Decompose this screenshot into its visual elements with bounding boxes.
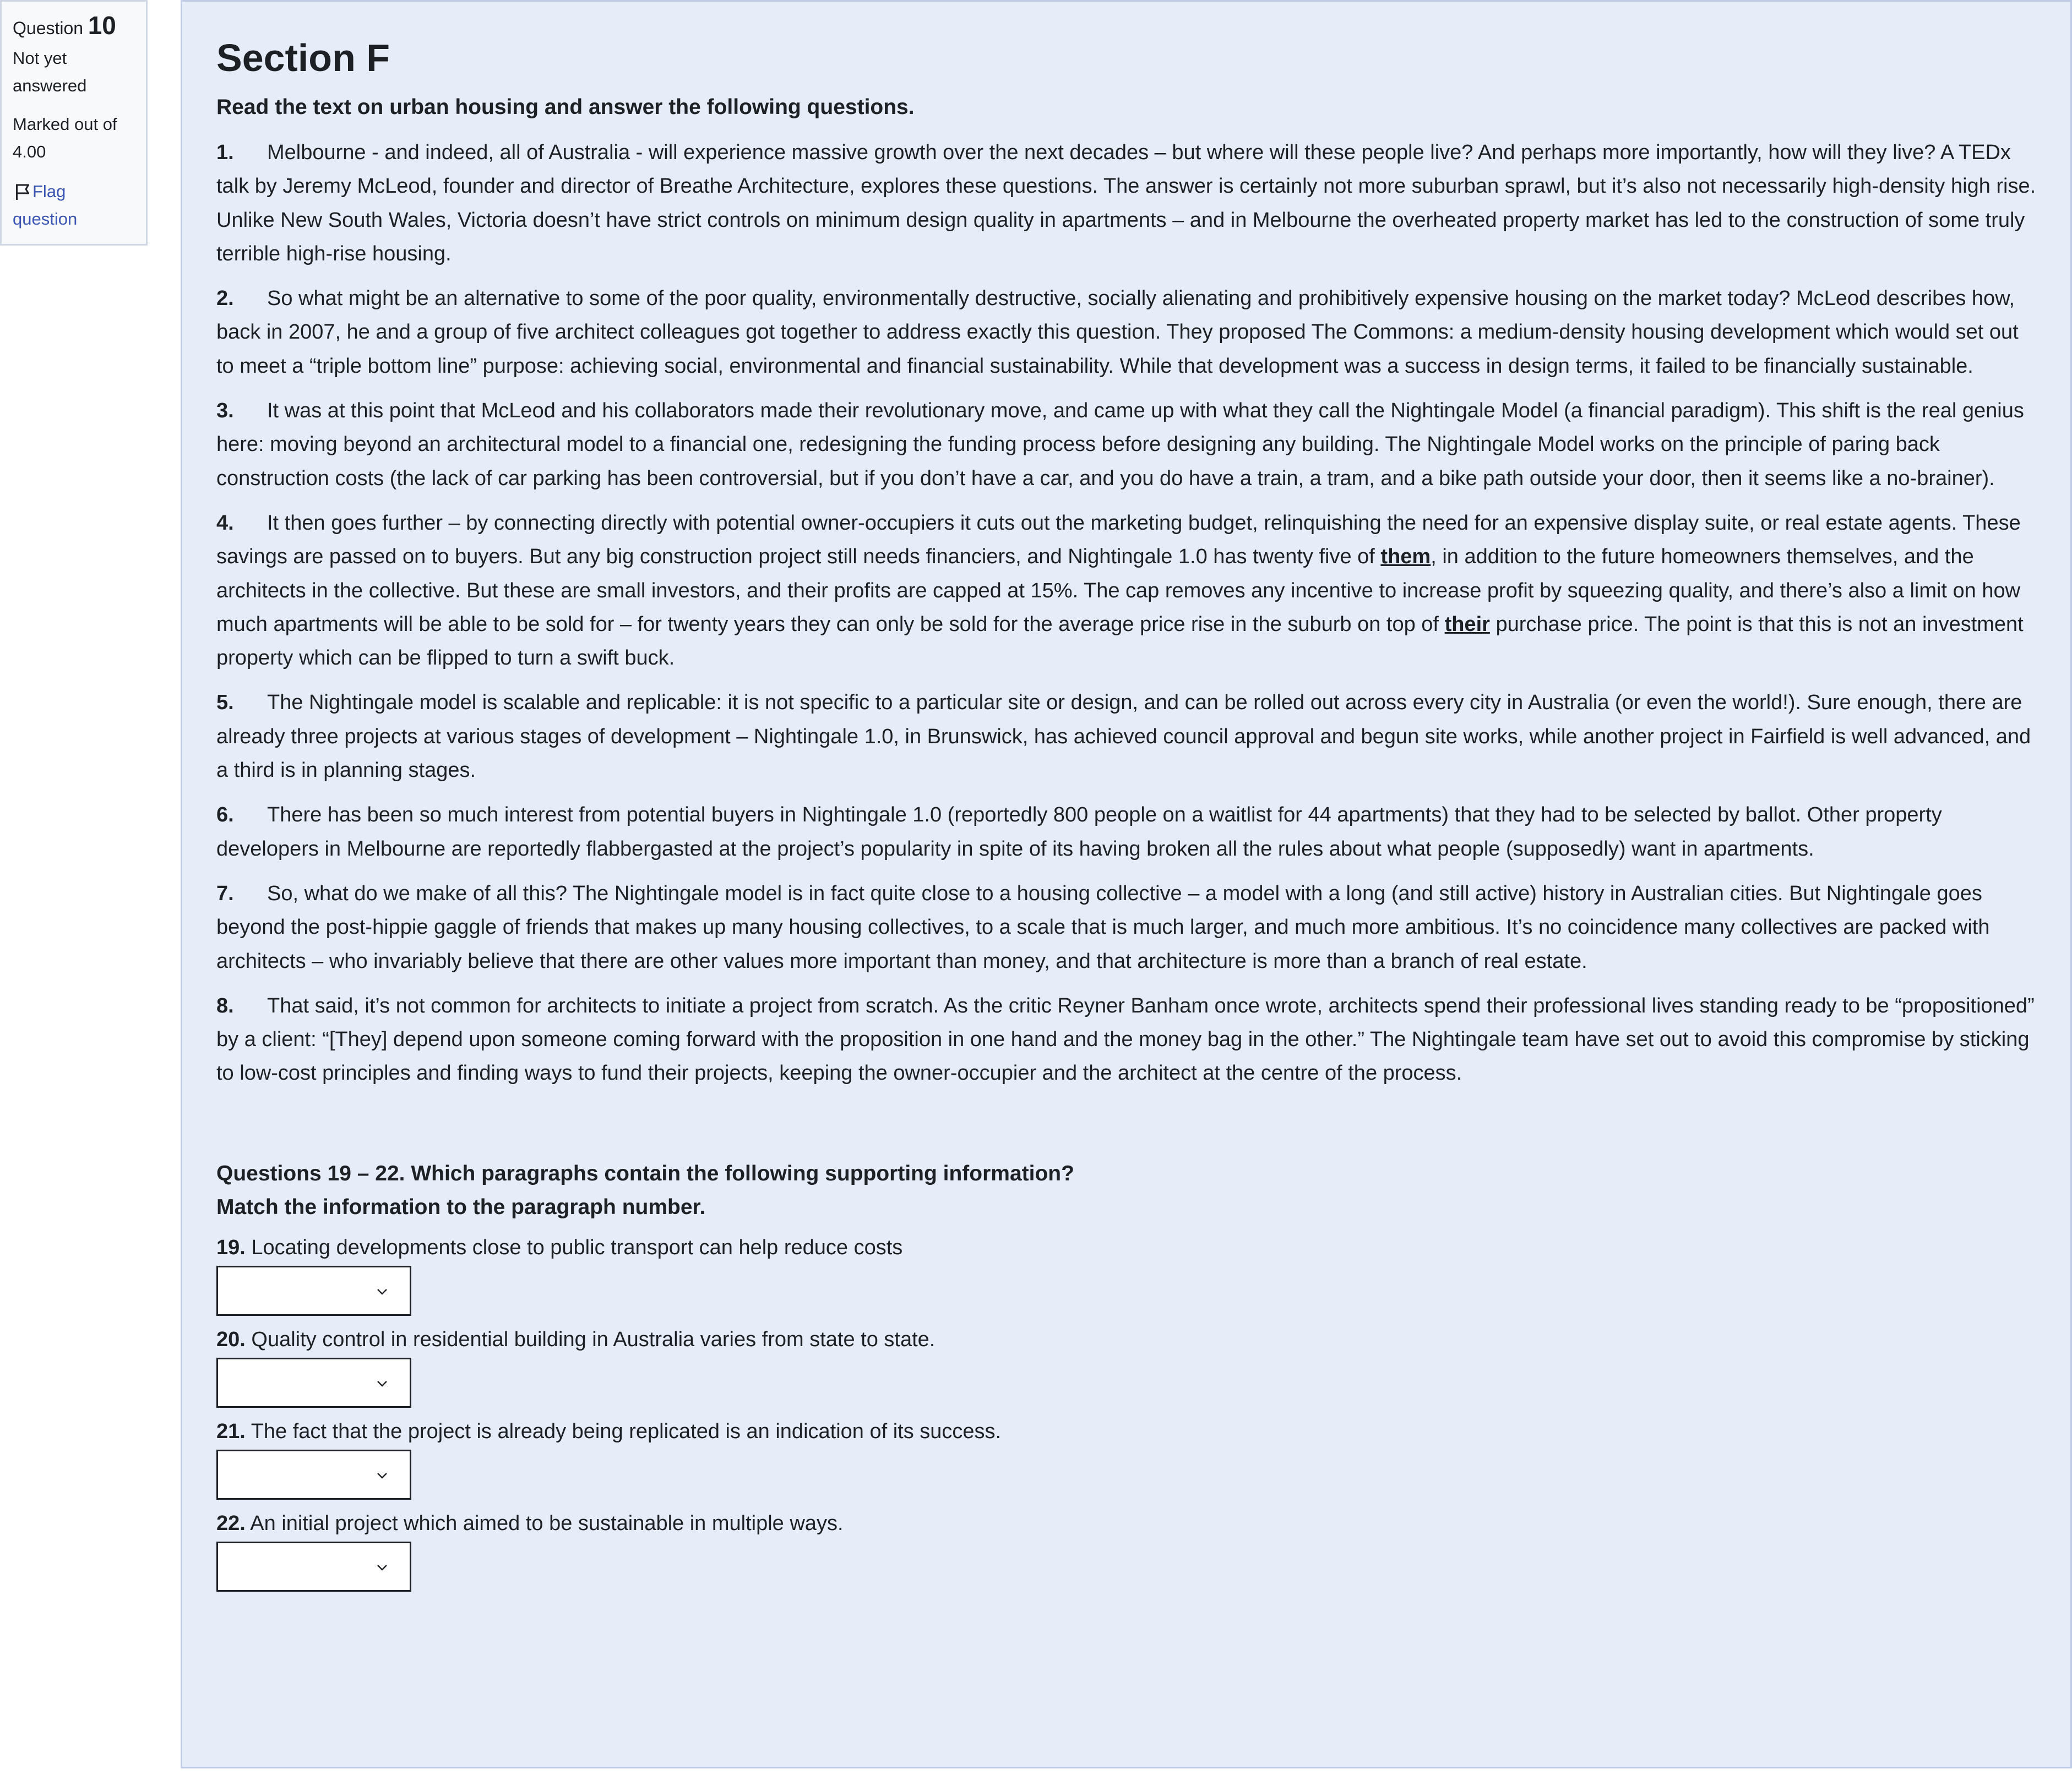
state-line-2: answered [13, 76, 87, 95]
question-21 [216, 1416, 2040, 1500]
question-text: Quality control in residential building in Australia varies from state to state. [245, 1327, 936, 1351]
paragraph-text-part-2: , in addition to the future homeowners themselves, and the architects in the collective. But these are small investors, and their profits are capped at 15%. The cap removes any incentive to increase profit by squeezing quality, and there’s also a limit on how much apartments will be able to be sold for – for twenty years they can only be sold for the average price rise in the suburb on top of [216, 545, 2021, 636]
question-prompt [216, 1324, 2040, 1356]
paragraph-text: There has been so much interest from potential buyers in Nightingale 1.0 (reportedly 800 people on a waitlist for 44 apartments) that they had to be selected by ballot. Other property developers in Melbourne are reportedly flabbergasted at the project’s popularity in spite of its having broken all the rules about what people (supposedly) want in apartments. [216, 803, 1942, 861]
question-content [181, 0, 2072, 1768]
paragraph-number: 4. [216, 511, 234, 535]
paragraph-number: 8. [216, 994, 234, 1017]
question-prompt [216, 1232, 2040, 1264]
paragraph-text-part-1: It then goes further – by connecting directly with potential owner-occupiers it cuts out the marketing budget, relinquishing the need for an expensive display suite, or real estate agents. These savings are passed on to buyers. But any big construction project still needs financiers, and Nightingale 1.0 has twenty five of [216, 511, 2021, 569]
flag-icon [13, 182, 32, 202]
paragraph-8 [216, 989, 2040, 1091]
question-info-box [0, 0, 148, 246]
section-title: Section F [216, 36, 390, 79]
chevron-down-icon [377, 1562, 388, 1573]
instruction-text: Read the text on urban housing and answer the following questions. [216, 95, 915, 119]
question-text: The fact that the project is already being replicated is an indication of its success. [245, 1419, 1002, 1443]
questions-subheading: Match the information to the paragraph number. [216, 1195, 706, 1219]
chevron-down-icon [377, 1470, 388, 1481]
question-number: 20. [216, 1327, 246, 1351]
paragraph-text: The Nightingale model is scalable and replicable: it is not specific to a particular site or design, and can be rolled out across every city in Australia (or even the world!). Sure enough, there are already three projects at various stages of development – Nightingale 1.0, in Brunswick, has achieved council approval and begun site works, while another project in Fairfield is well advanced, and a third is in planning stages. [216, 691, 2031, 782]
paragraph-text: It was at this point that McLeod and his collaborators made their revolutionary move, and came up with what they call the Nightingale Model (a financial paradigm). This shift is the real genius here: moving beyond an architectural model to a financial one, redesigning the funding process before designing any building. The Nightingale Model works on the principle of paring back construction costs (the lack of car parking has been controversial, but if you don’t have a car, and you do have a train, a tram, and a bike path outside your door, then it seems like a no-brainer). [216, 399, 2024, 490]
question-state [13, 45, 135, 100]
state-line-1: Not yet [13, 48, 67, 68]
paragraph-number: 7. [216, 881, 234, 905]
paragraph-text: So, what do we make of all this? The Nightingale model is in fact quite close to a housing collective – a model with a long (and still active) history in Australian cities. But Nightingale goes beyond the post-hippie gaggle of friends that makes up many housing collectives, to a scale that is much larger, and much more ambitious. It’s no coincidence many collectives are packed with architects – who invariably believe that there are other values more important than money, and that architecture is more than a branch of real estate. [216, 881, 1990, 973]
question-number: 22. [216, 1511, 246, 1535]
flag-question-link[interactable] [13, 178, 135, 233]
paragraph-6 [216, 798, 2040, 866]
question-text: An initial project which aimed to be sustainable in multiple ways. [245, 1511, 844, 1535]
question-20 [216, 1324, 2040, 1408]
chevron-down-icon [377, 1286, 388, 1297]
paragraph-number: 5. [216, 691, 234, 715]
answer-select-21[interactable] [216, 1450, 411, 1500]
question-prompt [216, 1507, 2040, 1539]
question-number [13, 12, 135, 42]
question-prompt [216, 1416, 2040, 1447]
paragraph-3 [216, 394, 2040, 496]
paragraph-text: So what might be an alternative to some of the poor quality, environmentally destructive, socially alienating and prohibitively expensive housing on the market today? McLeod describes how, back in 2007, he and a group of five architect colleagues got together to address exactly this question. They proposed The Commons: a medium-density housing development which would set out to meet a “triple bottom line” purpose: achieving social, environmental and financial sustainability. While that development was a success in design terms, it failed to be financially sustainable. [216, 287, 2019, 378]
answer-select-20[interactable] [216, 1358, 411, 1408]
mark-line-2: 4.00 [13, 142, 46, 161]
paragraph-text: That said, it’s not common for architects to initiate a project from scratch. As the critic Reyner Banham once wrote, architects spend their professional lives standing ready to be “propositioned” by a client: “[They] depend upon someone coming forward with the proposition in one hand and the money bag in the other.” The Nightingale team have set out to avoid this compromise by sticking to low-cost principles and finding ways to fund their projects, keeping the owner-occupier and the architect at the centre of the process. [216, 994, 2035, 1085]
chevron-down-icon [377, 1378, 388, 1389]
question-19 [216, 1232, 2040, 1316]
answer-select-22[interactable] [216, 1542, 411, 1592]
underlined-word-their: their [1444, 612, 1490, 636]
question-label: Question [13, 18, 84, 38]
flag-line-2[interactable]: question [13, 209, 78, 228]
answer-select-19[interactable] [216, 1266, 411, 1316]
question-grade [13, 111, 135, 166]
paragraph-4 [216, 507, 2040, 675]
paragraph-number: 1. [216, 141, 234, 164]
paragraph-1 [216, 136, 2040, 271]
paragraph-number: 3. [216, 399, 234, 423]
paragraph-number: 2. [216, 287, 234, 311]
paragraph-7 [216, 877, 2040, 978]
paragraph-text: Melbourne - and indeed, all of Australia - will experience massive growth over the next decades – but where will these people live? And perhaps more importantly, how will they live? A TEDx talk by Jeremy McLeod, founder and director of Breathe Architecture, explores these questions. The answer is certainly not more suburban sprawl, but it’s also not necessarily high-density high rise. Unlike New South Wales, Victoria doesn’t have strict controls on minimum design quality in apartments – and in Melbourne the overheated property market has led to the construction of some truly terrible high-rise housing. [216, 141, 2036, 265]
paragraph-number: 6. [216, 803, 234, 827]
question-number: 21. [216, 1419, 246, 1443]
question-text: Locating developments close to public transport can help reduce costs [245, 1235, 903, 1259]
mark-line-1: Marked out of [13, 115, 117, 134]
paragraph-2 [216, 282, 2040, 383]
paragraph-5 [216, 686, 2040, 787]
question-number: 19. [216, 1235, 246, 1259]
underlined-word-them: them [1380, 545, 1431, 569]
question-22 [216, 1507, 2040, 1592]
questions-heading: Questions 19 – 22. Which paragraphs contain the following supporting information? [216, 1161, 1074, 1185]
question-number-value: 10 [88, 11, 116, 40]
paragraph-text-part-3: purchase price. The point is that this is not an investment property which can be flipped to turn a swift buck. [216, 612, 2024, 670]
flag-line-1[interactable]: Flag [32, 182, 66, 201]
